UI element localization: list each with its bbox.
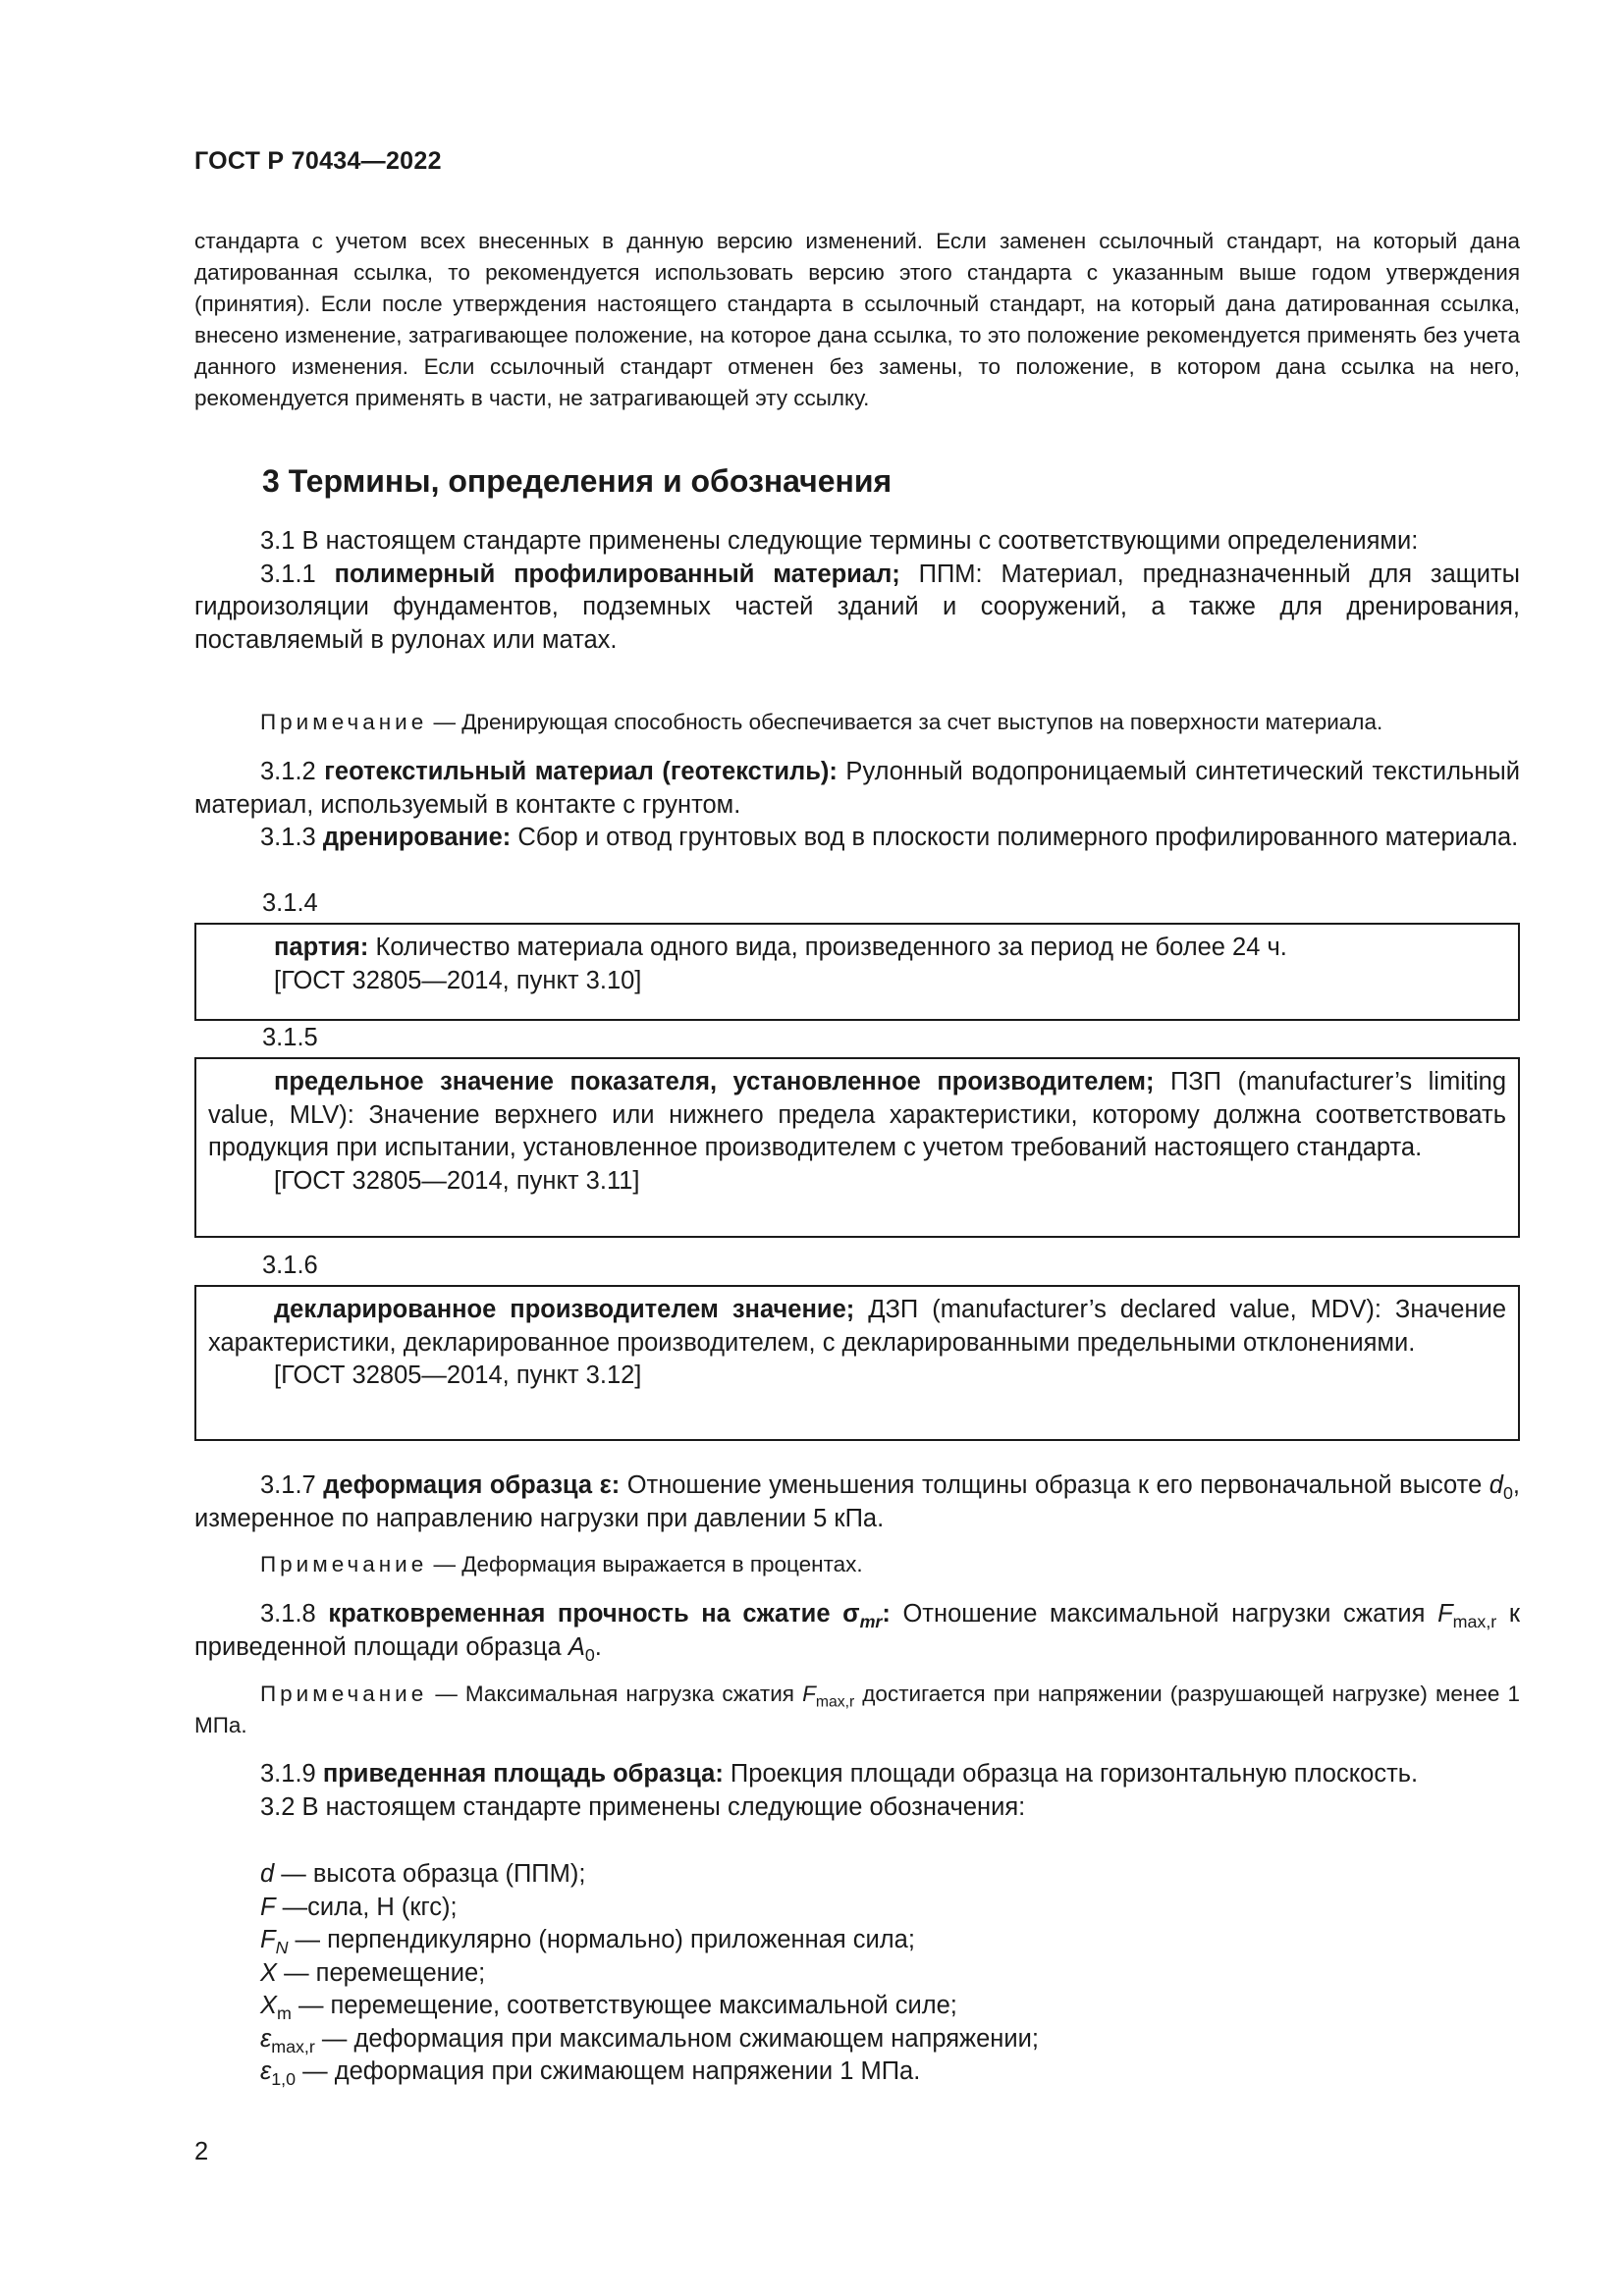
clause-3-2: 3.2 В настоящем стандарте применены следующие обозначения: — [260, 1792, 1026, 1821]
term-3-1-4-number: 3.1.4 — [262, 889, 318, 917]
clause-3-1: 3.1 В настоящем стандарте применены следующие термины с соответствующими определениями: 3.1.1 полимерный профилированный материал; ППМ: Материал, предназначенный для защиты гидроизоляции фундаментов, подземных частей зданий и сооружений, а также для дренирования, поставляемый в рулонах или матах. — [194, 525, 1520, 657]
page-number: 2 — [194, 2138, 209, 2165]
symbol-list — [260, 1858, 1039, 2089]
symbol-item: $\varepsilon_{1,0}$ — деформация при сжимающем напряжении 1 МПа. — [260, 2057, 921, 2090]
intro-paragraph: стандарта с учетом всех внесенных в данную версию изменений. Если заменен ссылочный стандарт, на который дана датированная ссылка, то рекомендуется использовать версию этого стандарта с указанным выше годом утверждения (принятия). Если после утверждения настоящего стандарта в ссылочный стандарт, на который дана датированная ссылка, внесено изменение, затрагивающее положение, на которое дана ссылка, то это положение рекомендуется применять без учета данного изменения. Если ссылочный стандарт отменен без замены, то положение, в котором дана ссылка на него, рекомендуется применять в части, не затрагивающей эту ссылку. — [194, 229, 1520, 410]
note-3-1-8: Примечание — Максимальная нагрузка сжатия $F_{max,r}$ достигается при напряжении (разрушающей нагрузке) менее 1 МПа. — [194, 1682, 1520, 1737]
term-3-1-6-reference: [ГОСТ 32805—2014, пункт 3.12] — [274, 1362, 642, 1389]
term-3-1-1: 3.1.1 полимерный профилированный материал; ППМ: Материал, предназначенный для защиты гидроизоляции фундаментов, подземных частей зданий и сооружений, а также для дренирования, поставляемый в рулонах или матах. — [194, 560, 1520, 654]
term-3-1-5-number: 3.1.5 — [262, 1024, 318, 1051]
term-3-1-3: 3.1.3 дренирование: Сбор и отвод грунтовых вод в плоскости полимерного профилированного материала. — [260, 824, 1519, 851]
term-3-1-4-box: партия: Количество материала одного вида, произведенного за период не более 24 ч. [ГОСТ 32805—2014, пункт 3.10] — [194, 923, 1520, 1021]
symbol-item: $F_N$ — перпендикулярно (нормально) приложенная сила; — [260, 1926, 915, 1958]
term-3-1-5-box: предельное значение показателя, установленное производителем; ПЗП (manufacturer’s limiting value, MLV): Значение верхнего или нижнего предела характеристики, которому должна соответствовать продукция при испытании, установленное производителем с учетом требований настоящего стандарта. [ГОСТ 32805—2014, пункт 3.11] — [194, 1057, 1520, 1238]
note-3-1-1: Примечание — Дренирующая способность обеспечивается за счет выступов на поверхности материала. — [260, 710, 1383, 734]
term-3-1-8: 3.1.8 кратковременная прочность на сжатие $\sigma_{mr}$: Отношение максимальной нагрузки сжатия $F_{max,r}$ к приведенной площади образца $A_0$. — [194, 1600, 1520, 1665]
document-id-header: ГОСТ Р 70434—2022 — [194, 147, 442, 175]
term-3-1-6-box: декларированное производителем значение; ДЗП (manufacturer’s declared value, MDV): Значение характеристики, декларированное производителем, с декларированными предельными отклонениями. [ГОСТ 32805—2014, пункт 3.12] — [194, 1285, 1520, 1441]
symbol-item: $\varepsilon_{max,r}$ — деформация при максимальном сжимающем напряжении; — [260, 2024, 1039, 2056]
note-label: Примечание — [260, 1552, 428, 1576]
term-3-1-7: 3.1.7 деформация образца ε: Отношение уменьшения толщины образца к его первоначальной высоте $d_0$, измеренное по направлению нагрузки при давлении 5 кПа. — [194, 1471, 1520, 1532]
symbol-item: $X_m$ — перемещение, соответствующее максимальной силе; — [260, 1992, 957, 2024]
symbol-item: d — высота образца (ППМ); — [260, 1860, 586, 1888]
term-3-1-2: 3.1.2 геотекстильный материал (геотекстиль): Рулонный водопроницаемый синтетический текстильный материал, используемый в контакте с грунтом. — [194, 758, 1520, 819]
terms-3-1-2-3 — [194, 756, 1520, 855]
note-3-1-7: Примечание — Деформация выражается в процентах. — [260, 1552, 863, 1576]
term-3-1-4-reference: [ГОСТ 32805—2014, пункт 3.10] — [274, 966, 642, 994]
symbol-item: F —сила, Н (кгс); — [260, 1893, 458, 1921]
term-3-1-6-number: 3.1.6 — [262, 1252, 318, 1279]
section-title: 3 Термины, определения и обозначения — [262, 463, 893, 499]
term-3-1-9: 3.1.9 приведенная площадь образца: Проекция площади образца на горизонтальную плоскость. 3.2 В настоящем стандарте применены следующие обозначения: — [194, 1758, 1520, 1824]
symbol-item: X — перемещение; — [260, 1958, 486, 1987]
term-3-1-5-reference: [ГОСТ 32805—2014, пункт 3.11] — [274, 1166, 640, 1195]
note-label: Примечание — [260, 1682, 428, 1706]
note-label: Примечание — [260, 710, 428, 734]
